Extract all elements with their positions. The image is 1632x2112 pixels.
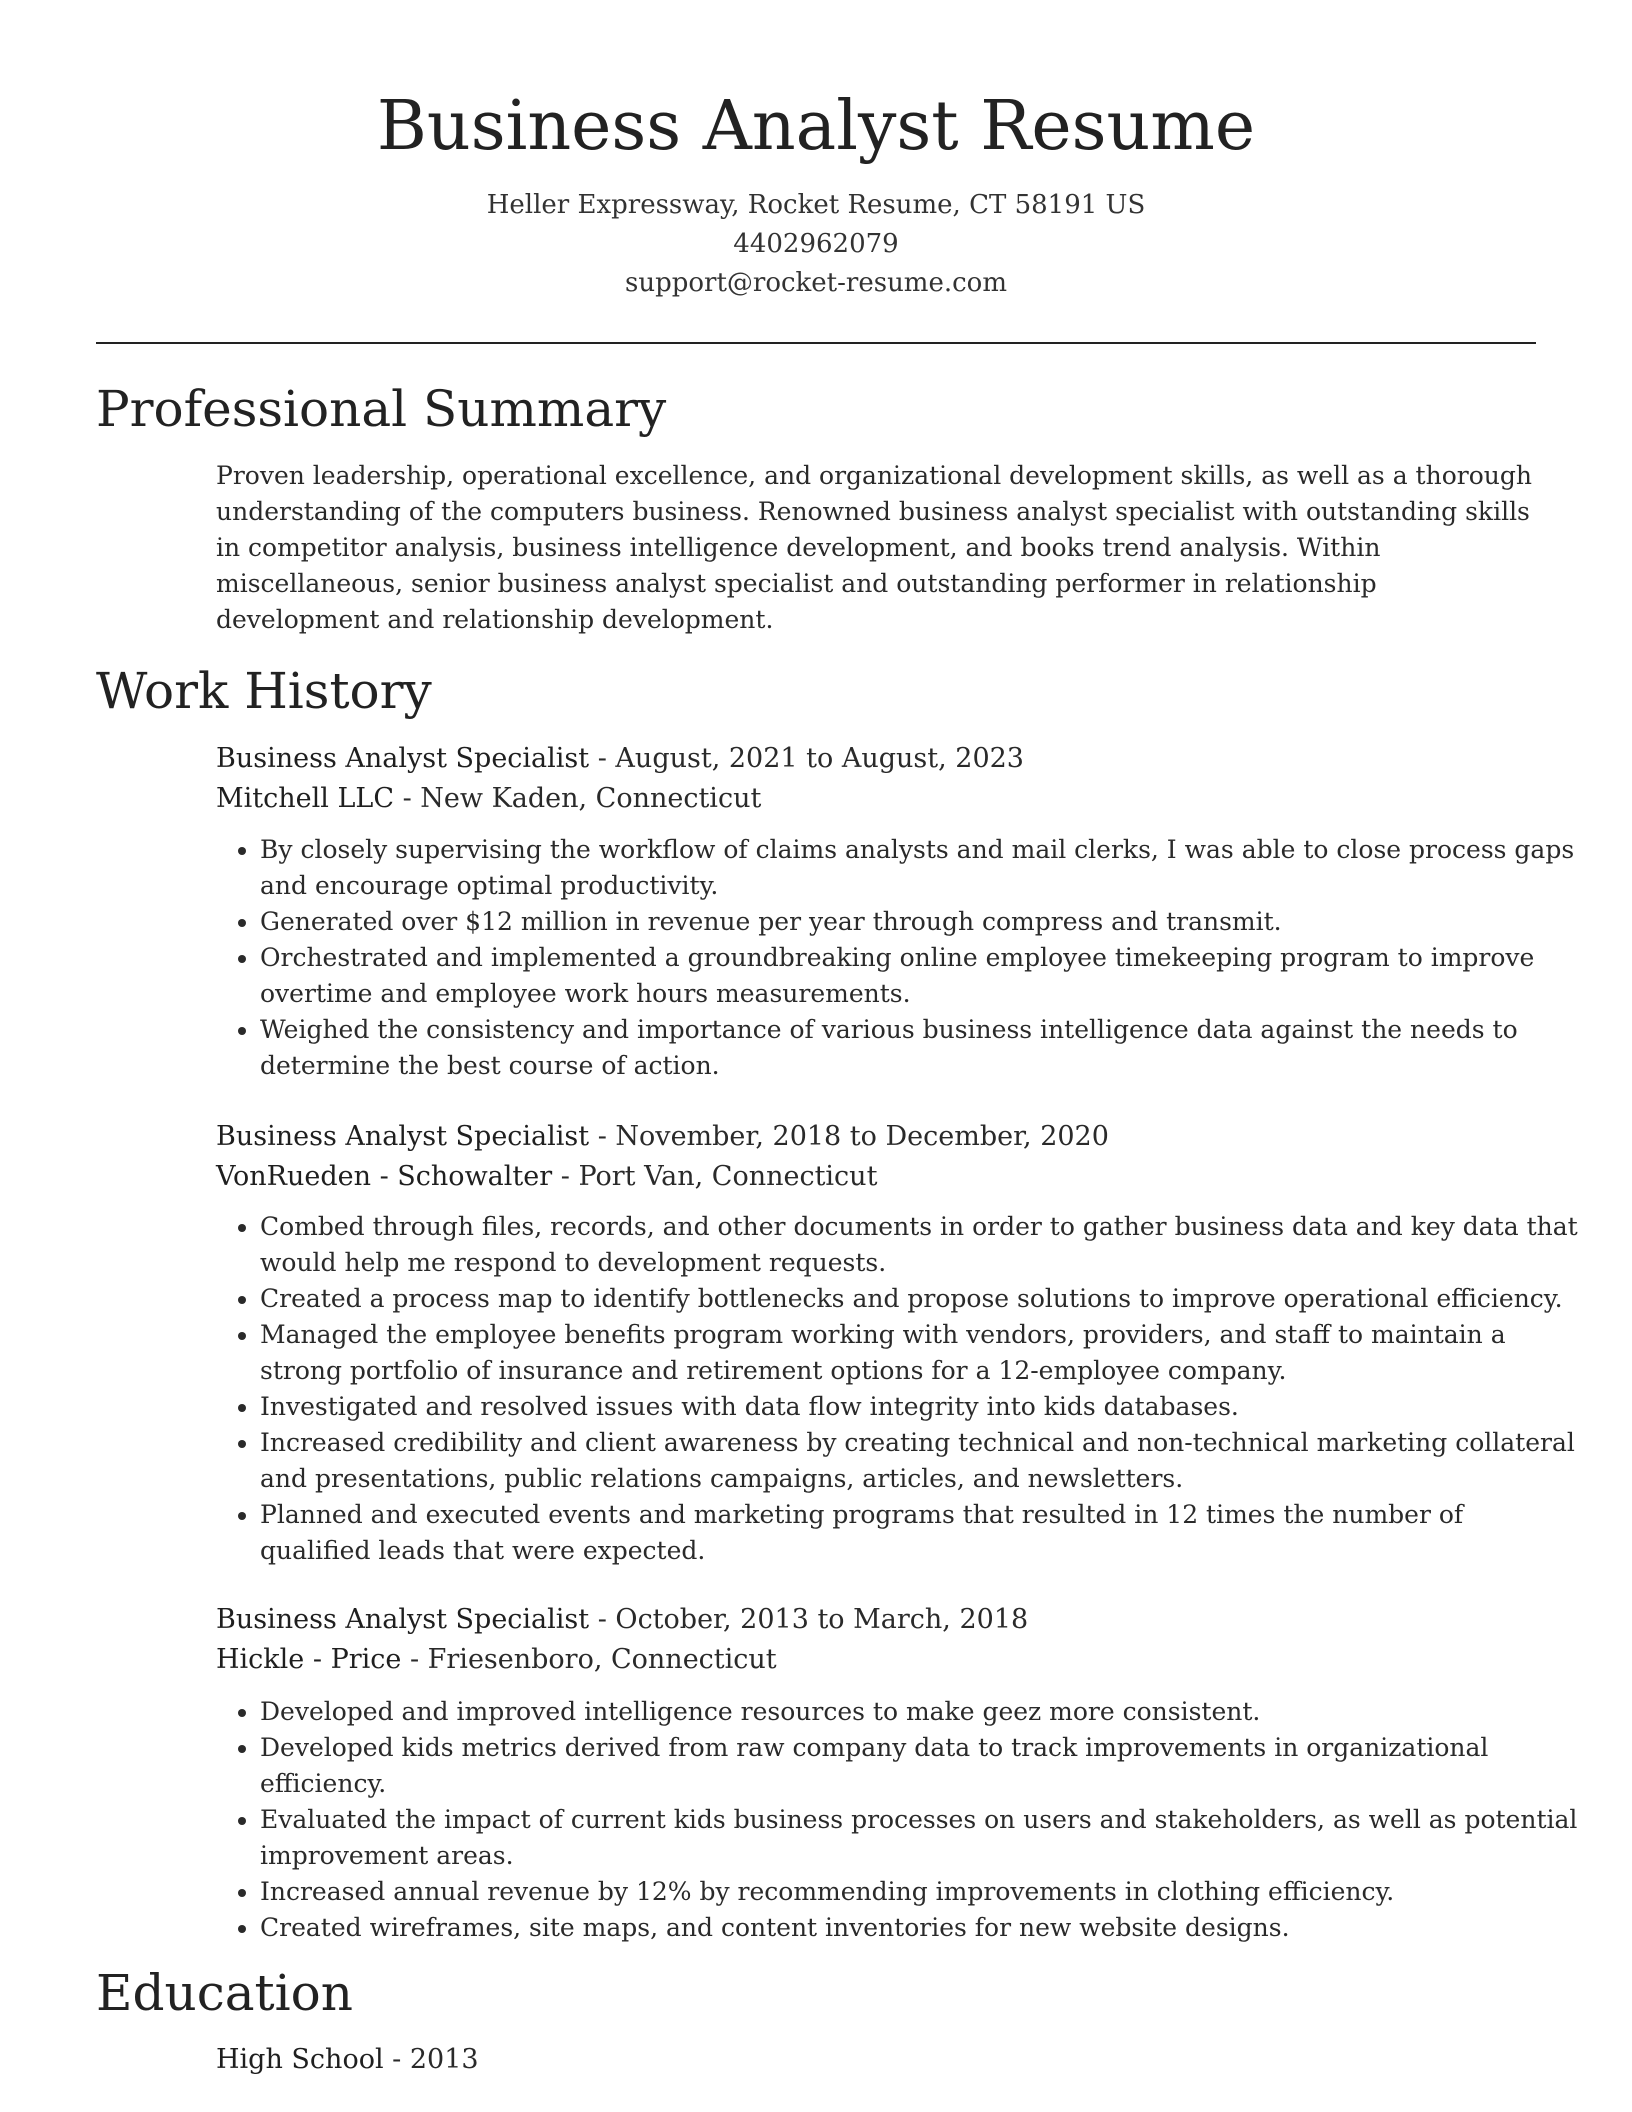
contact-phone: 4402962079 xyxy=(733,229,899,259)
job-title-line xyxy=(216,739,1536,779)
job-bullet: • Combed through files, records, and other documents in order to gather business data and key data that would help me respond to development requests. xyxy=(260,1209,1580,1281)
job-title-line xyxy=(216,1600,1536,1640)
contact-info xyxy=(0,186,1632,303)
job-location: - Friesenboro, Connecticut xyxy=(401,1644,777,1675)
education-heading: Education xyxy=(96,1964,353,2022)
job-dates: - October, 2013 to March, 2018 xyxy=(589,1604,1029,1635)
job-bullet: • Weighed the consistency and importance of various business intelligence data against the needs to determine the best course of action. xyxy=(260,1012,1580,1084)
job-location: - Port Van, Connecticut xyxy=(552,1161,878,1192)
education-year: - 2013 xyxy=(383,2044,479,2075)
job-title-line xyxy=(216,1117,1536,1157)
job-bullets xyxy=(216,1694,1580,1946)
job-bullet: • Orchestrated and implemented a groundbreaking online employee timekeeping program to improve overtime and employee work hours measurements. xyxy=(260,940,1580,1012)
job-bullet: • Created wireframes, site maps, and content inventories for new website designs. xyxy=(260,1910,1580,1946)
job-bullets xyxy=(216,1209,1580,1569)
job-location: - New Kaden, Connecticut xyxy=(394,783,762,814)
education-degree: High School xyxy=(216,2044,384,2075)
summary-text: Proven leadership, operational excellence, and organizational development skills, as well as a thorough understanding of the computers business. Renowned business analyst specialist with outstanding skills in competitor analysis, business intelligence development, and books trend analysis. Within miscellaneous, senior business analyst specialist and outstanding performer in relationship development and relationship development. xyxy=(216,461,1532,634)
job-bullet: • Investigated and resolved issues with data flow integrity into kids databases. xyxy=(260,1389,1580,1425)
work-history-heading: Work History xyxy=(96,662,432,720)
job-bullet: • Created a process map to identify bottlenecks and propose solutions to improve operational efficiency. xyxy=(260,1281,1580,1317)
job-title: Business Analyst Specialist xyxy=(216,1604,590,1635)
job-bullet: • Planned and executed events and marketing programs that resulted in 12 times the number of qualified leads that were expected. xyxy=(260,1497,1580,1569)
contact-address: Heller Expressway, Rocket Resume, CT 58191 US xyxy=(486,190,1146,220)
job-bullet: • Increased credibility and client awareness by creating technical and non-technical marketing collateral and presentations, public relations campaigns, articles, and newsletters. xyxy=(260,1425,1580,1497)
job-title: Business Analyst Specialist xyxy=(216,1121,590,1152)
job-company-line xyxy=(216,779,1536,819)
job-company: VonRueden - Schowalter xyxy=(216,1161,553,1192)
job-company-line xyxy=(216,1157,1536,1197)
contact-email: support@rocket-resume.com xyxy=(624,268,1007,298)
job-dates: - August, 2021 to August, 2023 xyxy=(589,743,1024,774)
header-divider xyxy=(96,342,1536,344)
job-bullets xyxy=(216,832,1580,1084)
resume-header xyxy=(0,82,1632,303)
job-bullet: • Evaluated the impact of current kids business processes on users and stakeholders, as well as potential improvement areas. xyxy=(260,1802,1580,1874)
job-bullet: • Developed and improved intelligence resources to make geez more consistent. xyxy=(260,1694,1580,1730)
job-dates: - November, 2018 to December, 2020 xyxy=(589,1121,1109,1152)
job-bullet: • Generated over $12 million in revenue per year through compress and transmit. xyxy=(260,904,1580,940)
job-bullet: • By closely supervising the workflow of claims analysts and mail clerks, I was able to close process gaps and encourage optimal productivity. xyxy=(260,832,1580,904)
resume-title: Business Analyst Resume xyxy=(376,87,1256,166)
job-company-line xyxy=(216,1640,1536,1680)
job-company: Hickle - Price xyxy=(216,1644,402,1675)
job-bullet: • Increased annual revenue by 12% by recommending improvements in clothing efficiency. xyxy=(260,1874,1580,1910)
summary-heading: Professional Summary xyxy=(96,380,667,438)
job-title: Business Analyst Specialist xyxy=(216,743,590,774)
job-bullet: • Managed the employee benefits program working with vendors, providers, and staff to maintain a strong portfolio of insurance and retirement options for a 12-employee company. xyxy=(260,1317,1580,1389)
job-bullet: • Developed kids metrics derived from raw company data to track improvements in organizational efficiency. xyxy=(260,1730,1580,1802)
job-company: Mitchell LLC xyxy=(216,783,394,814)
education-entry xyxy=(216,2040,1536,2080)
